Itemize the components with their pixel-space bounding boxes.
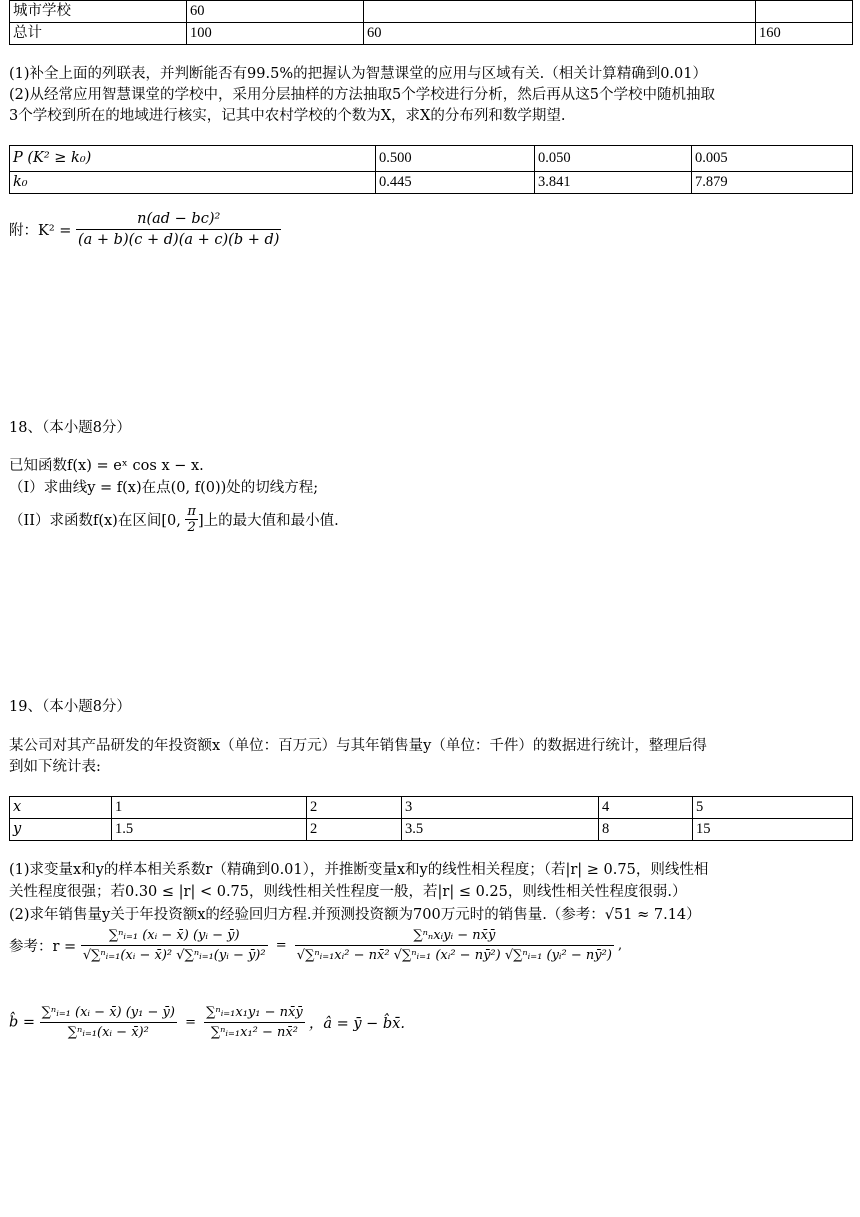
table-cell: 15 bbox=[693, 819, 853, 841]
k2-fraction bbox=[76, 211, 281, 248]
b-fraction-1 bbox=[40, 1005, 177, 1040]
q17-part1: (1)补全上面的列联表，并判断能否有99.5%的把握认为智慧课堂的应用与区域有关.（相关计算精确到0.01） bbox=[9, 66, 707, 82]
q18-intro: 已知函数f(x) = eˣ cos x − x. bbox=[9, 458, 204, 474]
q19-part1-line1: (1)求变量x和y的样本相关系数r（精确到0.01），并推断变量x和y的线性相关程度；（若|r| ≥ 0.75，则线性相 bbox=[9, 862, 709, 878]
table-cell: 总计 bbox=[10, 23, 187, 45]
r-formula: 参考：r = $\frac{\text{∑ⁿᵢ₌₁ (xᵢ − x̄) (yᵢ − ȳ)}}{\text{√∑ⁿᵢ₌₁(xᵢ − x̄)² √∑ⁿᵢ₌₁(yᵢ − ȳ)²}}$ = $\frac{\text{∑ⁿₙxᵢyᵢ − nx̄ȳ}}{\text{√∑ⁿᵢ₌₁xᵢ² − nx̄² √∑ⁿᵢ₌₁ (xᵢ² − nȳ²) √∑ⁿᵢ₌₁ (yᵢ² − nȳ²)}}$ , bbox=[9, 928, 623, 963]
table-cell: 0.050 bbox=[535, 146, 692, 172]
table-row bbox=[10, 172, 853, 194]
k2-denominator: (a + b)(c + d)(a + c)(b + d) bbox=[78, 232, 280, 248]
r-fraction-1 bbox=[81, 928, 268, 963]
table-cell: 2 bbox=[307, 819, 402, 841]
table-cell: 60 bbox=[187, 1, 364, 23]
q18-part2-after: ]上的最大值和最小值. bbox=[197, 513, 339, 529]
r-numerator-1: ∑ⁿᵢ₌₁ (xᵢ − x̄) (yᵢ − ȳ) bbox=[81, 928, 268, 946]
a-formula: ，â = ȳ − b̂x̄. bbox=[308, 1016, 405, 1032]
table-cell: 8 bbox=[599, 819, 693, 841]
b-numerator-2: ∑ⁿᵢ₌₁x₁y₁ − nx̄ȳ bbox=[204, 1005, 305, 1023]
table-cell: 城市学校 bbox=[10, 1, 187, 23]
appendix-formula bbox=[9, 211, 281, 248]
table-cell: 3.5 bbox=[402, 819, 599, 841]
q18-part2-before: （II）求函数f(x)在区间[0, bbox=[9, 513, 186, 529]
table-cell: 60 bbox=[364, 23, 756, 45]
q18-part2 bbox=[9, 504, 339, 535]
k2-numerator: n(ad − bc)² bbox=[76, 211, 281, 230]
table-cell: 1.5 bbox=[112, 819, 307, 841]
r-denominator-2: √∑ⁿᵢ₌₁xᵢ² − nx̄² √∑ⁿᵢ₌₁ (xᵢ² − nȳ²) √∑ⁿᵢ₌₁ (yᵢ² − nȳ²) bbox=[296, 948, 612, 963]
table-cell: 3.841 bbox=[535, 172, 692, 194]
q17-part2-line2: 3个学校到所在的地域进行核实，记其中农村学校的个数为X，求X的分布列和数学期望. bbox=[9, 108, 566, 124]
b-numerator-1: ∑ⁿᵢ₌₁ (xᵢ − x̄) (y₁ − ȳ) bbox=[40, 1005, 177, 1023]
r-fraction-2 bbox=[295, 928, 614, 963]
pi-numerator: π bbox=[187, 504, 196, 519]
table-cell: y bbox=[10, 819, 112, 841]
table-row bbox=[10, 23, 853, 45]
table-cell bbox=[756, 1, 853, 23]
b-denominator-2: ∑ⁿᵢ₌₁x₁² − nx̄² bbox=[210, 1025, 298, 1040]
contingency-table bbox=[9, 0, 853, 45]
table-cell: 1 bbox=[112, 797, 307, 819]
table-row bbox=[10, 146, 853, 172]
appendix-label: 附：K² = bbox=[9, 223, 77, 239]
q19-header: 19、（本小题8分） bbox=[9, 699, 131, 715]
xy-data-table bbox=[9, 796, 853, 841]
table-row bbox=[10, 819, 853, 841]
table-cell: 160 bbox=[756, 23, 853, 45]
q17-part2-line1: (2)从经常应用智慧课堂的学校中，采用分层抽样的方法抽取5个学校进行分析，然后再从这5个学校中随机抽取 bbox=[9, 87, 715, 103]
critical-value-table bbox=[9, 145, 853, 194]
q19-intro-line2: 到如下统计表: bbox=[9, 759, 101, 775]
table-cell: k₀ bbox=[10, 172, 376, 194]
table-cell: 2 bbox=[307, 797, 402, 819]
b-formula: b̂ = $\frac{\text{∑ⁿᵢ₌₁ (xᵢ − x̄) (y₁ − ȳ)}}{\text{∑ⁿᵢ₌₁(xᵢ − x̄)²}}$ = $\frac{\text{∑ⁿᵢ₌₁x₁y₁ − nx̄ȳ}}{\text{∑ⁿᵢ₌₁x₁² − nx̄²}}$ ，â = ȳ − b̂x̄. bbox=[9, 1005, 405, 1040]
b-fraction-2 bbox=[204, 1005, 305, 1040]
table-row bbox=[10, 1, 853, 23]
b-label: b̂ = bbox=[9, 1014, 40, 1031]
r-label: 参考：r = bbox=[9, 939, 81, 955]
b-denominator-1: ∑ⁿᵢ₌₁(xᵢ − x̄)² bbox=[67, 1025, 149, 1040]
r-numerator-2: ∑ⁿₙxᵢyᵢ − nx̄ȳ bbox=[295, 928, 614, 946]
q19-part2: (2)求年销售量y关于年投资额x的经验回归方程.并预测投资额为700万元时的销售量.（参考：√51 ≈ 7.14） bbox=[9, 907, 701, 923]
table-row bbox=[10, 797, 853, 819]
pi-denominator: 2 bbox=[187, 520, 196, 535]
pi-over-2-fraction bbox=[185, 504, 198, 535]
table-cell: 3 bbox=[402, 797, 599, 819]
table-cell: 5 bbox=[693, 797, 853, 819]
table-cell: 4 bbox=[599, 797, 693, 819]
table-cell: 0.445 bbox=[376, 172, 535, 194]
table-cell: 7.879 bbox=[692, 172, 853, 194]
table-cell: P (K² ≥ k₀) bbox=[10, 146, 376, 172]
table-cell: 100 bbox=[187, 23, 364, 45]
q18-header: 18、（本小题8分） bbox=[9, 420, 131, 436]
table-cell: 0.005 bbox=[692, 146, 853, 172]
q19-intro-line1: 某公司对其产品研发的年投资额x（单位：百万元）与其年销售量y（单位：千件）的数据进行统计，整理后得 bbox=[9, 738, 707, 754]
q18-part1: （I）求曲线y = f(x)在点(0, f(0))处的切线方程; bbox=[9, 480, 319, 496]
table-cell: x bbox=[10, 797, 112, 819]
q19-part1-line2: 关性程度很强；若0.30 ≤ |r| < 0.75，则线性相关性程度一般，若|r| ≤ 0.25，则线性相关性程度很弱.） bbox=[9, 884, 687, 900]
r-denominator-1: √∑ⁿᵢ₌₁(xᵢ − x̄)² √∑ⁿᵢ₌₁(yᵢ − ȳ)² bbox=[82, 948, 266, 963]
table-cell bbox=[364, 1, 756, 23]
table-cell: 0.500 bbox=[376, 146, 535, 172]
